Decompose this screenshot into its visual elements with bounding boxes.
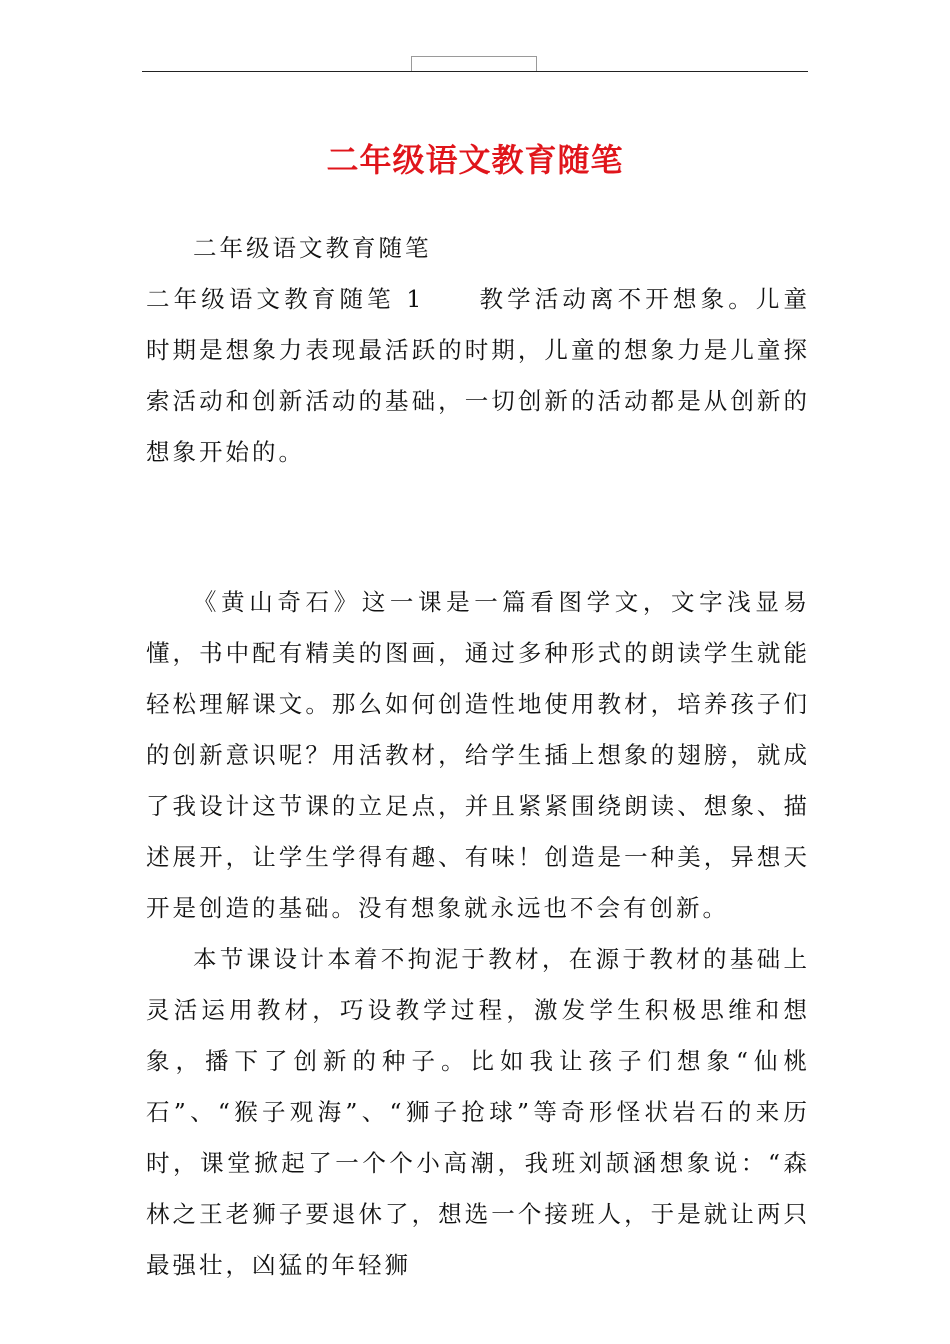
paragraph-1 — [146, 274, 810, 478]
paragraph-2: 《黄山奇石》这一课是一篇看图学文，文字浅显易懂，书中配有精美的图画，通过多种形式的朗读学生就能轻松理解课文。那么如何创造性地使用教材，培养孩子们的创新意识呢？用活教材，给学生插上想象的翅膀，就成了我设计这节课的立足点，并且紧紧围绕朗读、想象、描述展开，让学生学得有趣、有味！创造是一种美，异想天开是创造的基础。没有想象就永远也不会有创新。 — [146, 588, 810, 922]
paragraph-spacer — [146, 478, 810, 577]
paragraph-3: 本节课设计本着不拘泥于教材，在源于教材的基础上灵活运用教材，巧设教学过程，激发学生积极思维和想象，播下了创新的种子。比如我让孩子们想象“仙桃石”、“猴子观海”、“狮子抢球”等奇形怪状岩石的来历时，课堂掀起了一个个小高潮，我班刘颉涵想象说：“森林之王老狮子要退休了，想选一个接班人，于是就让两只最强壮，凶猛的年轻狮 — [146, 945, 810, 1279]
document-body — [146, 223, 810, 1291]
paragraph-1-text: 教学活动离不开想象。儿童时期是想象力表现最活跃的时期，儿童的想象力是儿童探索活动和创新活动的基础，一切创新的活动都是从创新的想象开始的。 — [146, 285, 811, 466]
header-rule — [142, 71, 808, 72]
section-heading: 二年级语文教育随笔 1 — [146, 285, 425, 313]
document-title: 二年级语文教育随笔 — [326, 141, 624, 179]
header-tab — [411, 56, 537, 71]
document-subtitle: 二年级语文教育随笔 — [193, 234, 432, 262]
